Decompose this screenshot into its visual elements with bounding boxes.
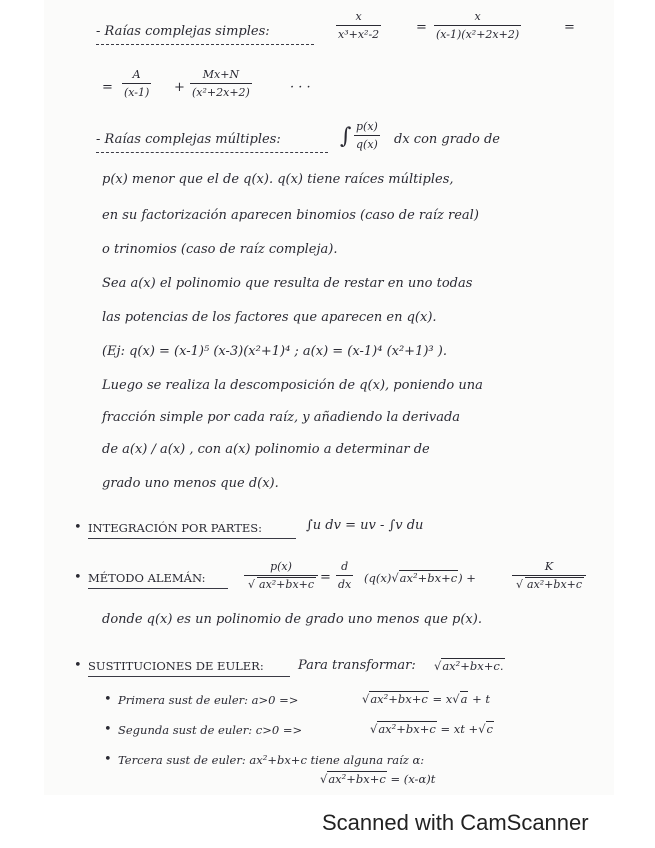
bullet: •	[74, 658, 82, 673]
integral-sign: ∫	[340, 124, 352, 149]
dx-with-degree-text: dx con grado de	[394, 132, 500, 147]
denominator: (x²+2x+2)	[192, 86, 250, 99]
second-euler-substitution: Segunda sust de euler: c>0 =>	[118, 723, 303, 737]
text-line: p(x) menor que el de q(x). q(x) tiene raíces múltiples,	[102, 172, 454, 187]
simple-complex-roots-label: - Raías complejas simples:	[96, 24, 270, 39]
denominator: (x-1)(x²+2x+2)	[436, 28, 520, 41]
integration-by-parts-heading: INTEGRACIÓN POR PARTES:	[88, 521, 263, 535]
example-line: (Ej: q(x) = (x-1)⁵ (x-3)(x²+1)⁴ ; a(x) = (x-1)⁴ (x²+1)³ ).	[102, 344, 447, 359]
text-line: donde q(x) es un polinomio de grado uno menos que p(x).	[102, 612, 482, 627]
third-euler-substitution: Tercera sust de euler: ax²+bx+c tiene alguna raíz α:	[118, 753, 425, 767]
first-euler-substitution: Primera sust de euler: a>0 =>	[118, 693, 299, 707]
equals-sign: =	[416, 20, 427, 35]
text-line: grado uno menos que d(x).	[102, 476, 279, 491]
bullet: •	[104, 692, 112, 707]
sqrt-expression: √ax²+bx+c = xt +√c	[370, 722, 493, 736]
bullet: •	[74, 570, 82, 585]
text-line: en su factorización aparecen binomios (caso de raíz real)	[102, 208, 479, 223]
text-line: fracción simple por cada raíz, y añadiendo la derivada	[102, 410, 461, 425]
multiple-complex-roots-label: - Raías complejas múltiples:	[96, 132, 281, 147]
numerator: p(x)	[356, 120, 378, 133]
sqrt-expression: √ax²+bx+c = (x-α)t	[320, 772, 436, 786]
fraction-x-over-cubic	[336, 10, 381, 41]
numerator: p(x)	[270, 560, 292, 573]
denominator: x³+x²-2	[338, 28, 380, 41]
numerator: K	[544, 560, 554, 573]
label-dashed-underline	[96, 44, 314, 45]
fraction-a-over-linear	[122, 68, 151, 99]
denominator: √ ax²+bx+c	[248, 578, 315, 591]
euler-substitutions-heading: SUSTITUCIONES DE EULER:	[88, 659, 264, 673]
denominator: (x-1)	[124, 86, 150, 99]
heading-underline	[88, 588, 228, 589]
equals-sign: =	[102, 80, 113, 95]
ellipsis: · · ·	[290, 80, 311, 95]
denominator: q(x)	[356, 138, 378, 151]
plus-sign: +	[174, 80, 185, 95]
sqrt-expression: √ax²+bx+c = x√a + t	[362, 692, 491, 706]
bullet: •	[74, 520, 82, 535]
q-times-sqrt-expression: (q(x)√ax²+bx+c) +	[364, 571, 476, 585]
fraction-k-over-sqrt	[512, 560, 586, 591]
numerator: x	[474, 10, 481, 23]
heading-underline	[88, 538, 296, 539]
camscanner-watermark: Scanned with CamScanner	[322, 810, 589, 835]
fraction-p-over-sqrt	[244, 560, 318, 591]
fraction-x-over-factored	[434, 10, 521, 41]
text-line: las potencias de los factores que aparecen en q(x).	[102, 310, 437, 325]
fraction-p-over-q	[354, 120, 380, 151]
numerator: d	[341, 560, 349, 573]
metodo-aleman-heading: MÉTODO ALEMÁN:	[88, 571, 206, 585]
text-line: o trinomios (caso de raíz compleja).	[102, 242, 338, 257]
text-line: Sea a(x) el polinomio que resulta de restar en uno todas	[102, 276, 473, 291]
text-line: Luego se realiza la descomposición de q(x), poniendo una	[102, 378, 483, 393]
integration-by-parts-formula: ∫u dv = uv - ∫v du	[306, 518, 424, 533]
bullet: •	[104, 722, 112, 737]
denominator: dx	[338, 578, 352, 591]
trailing-equals: =	[564, 20, 575, 35]
sqrt-expression: √ax²+bx+c.	[434, 659, 504, 673]
denominator: √ ax²+bx+c	[516, 578, 583, 591]
heading-underline	[88, 676, 290, 677]
numerator: A	[132, 68, 141, 81]
derivative-operator	[336, 560, 353, 591]
label-dashed-underline	[96, 152, 328, 153]
handwritten-notes-sheet	[44, 0, 614, 795]
text-line: de a(x) / a(x) , con a(x) polinomio a determinar de	[102, 442, 430, 457]
equals-sign: =	[320, 570, 331, 585]
fraction-mxn-over-quadratic	[190, 68, 252, 99]
numerator: x	[355, 10, 362, 23]
bullet: •	[104, 752, 112, 767]
transform-text: Para transformar:	[298, 658, 416, 673]
numerator: Mx+N	[202, 68, 240, 81]
